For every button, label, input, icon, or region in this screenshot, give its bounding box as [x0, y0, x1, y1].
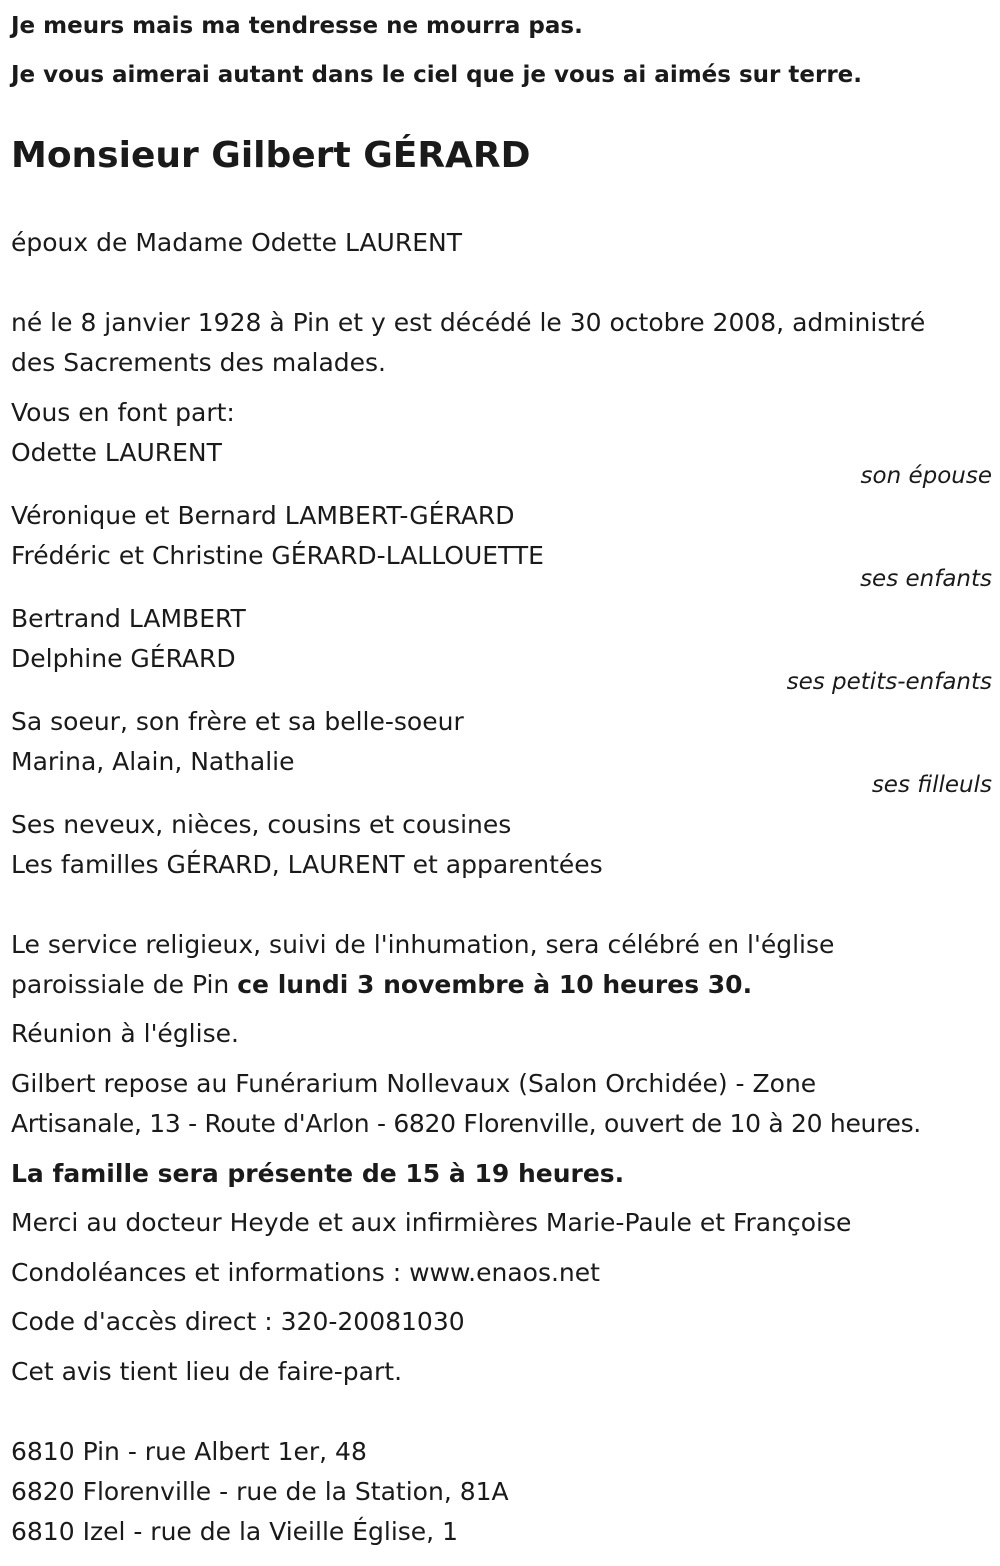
quote-line-2: Je vous aimerai autant dans le ciel que je vous ai aimés sur terre.	[11, 62, 862, 88]
birth-line-1: né le 8 janvier 1928 à Pin et y est décédé le 30 octobre 2008, administré	[11, 308, 926, 337]
rest-line-2: Artisanale, 13 - Route d'Arlon - 6820 Florenville, ouvert de 10 à 20 heures.	[11, 1109, 921, 1138]
service-line-2	[11, 965, 752, 1005]
thanks-line: Merci au docteur Heyde et aux infirmières Marie-Paule et Françoise	[11, 1208, 852, 1237]
access-code-line: Code d'accès direct : 320-20081030	[11, 1307, 465, 1336]
family-role: ses enfants	[860, 566, 992, 592]
address-line: 6810 Izel - rue de la Vieille Église, 1	[11, 1517, 458, 1546]
family-name: Frédéric et Christine GÉRARD-LALLOUETTE	[11, 541, 544, 570]
rest-line-1: Gilbert repose au Funérarium Nollevaux (Salon Orchidée) - Zone	[11, 1069, 817, 1098]
condolences-line: Condoléances et informations : www.enaos.net	[11, 1258, 600, 1287]
announce-line: Vous en font part:	[11, 398, 235, 427]
family-name: Marina, Alain, Nathalie	[11, 747, 295, 776]
service-line-1: Le service religieux, suivi de l'inhumation, sera célébré en l'église	[11, 930, 835, 959]
family-name: Odette LAURENT	[11, 438, 222, 467]
spouse-line: époux de Madame Odette LAURENT	[11, 228, 462, 257]
family-role: ses petits-enfants	[786, 669, 992, 695]
service-place: paroissiale de Pin	[11, 970, 238, 999]
relatives-line-2: Les familles GÉRARD, LAURENT et apparentées	[11, 850, 603, 879]
quote-line-1: Je meurs mais ma tendresse ne mourra pas.	[11, 13, 583, 39]
family-name: Bertrand LAMBERT	[11, 604, 246, 633]
relatives-line-1: Ses neveux, nièces, cousins et cousines	[11, 810, 512, 839]
deceased-name: Monsieur Gilbert GÉRARD	[11, 135, 531, 176]
meeting-line: Réunion à l'église.	[11, 1019, 239, 1048]
family-name: Sa soeur, son frère et sa belle-soeur	[11, 707, 464, 736]
address-line: 6820 Florenville - rue de la Station, 81A	[11, 1477, 509, 1506]
family-name: Véronique et Bernard LAMBERT-GÉRARD	[11, 501, 515, 530]
service-date: ce lundi 3 novembre à 10 heures 30.	[237, 970, 753, 999]
birth-line-2: des Sacrements des malades.	[11, 348, 386, 377]
family-name: Delphine GÉRARD	[11, 644, 236, 673]
family-role: son épouse	[860, 463, 992, 489]
presence-line: La famille sera présente de 15 à 19 heures.	[11, 1159, 625, 1188]
notice-line: Cet avis tient lieu de faire-part.	[11, 1357, 403, 1386]
family-role: ses filleuls	[871, 772, 992, 798]
address-line: 6810 Pin - rue Albert 1er, 48	[11, 1437, 367, 1466]
